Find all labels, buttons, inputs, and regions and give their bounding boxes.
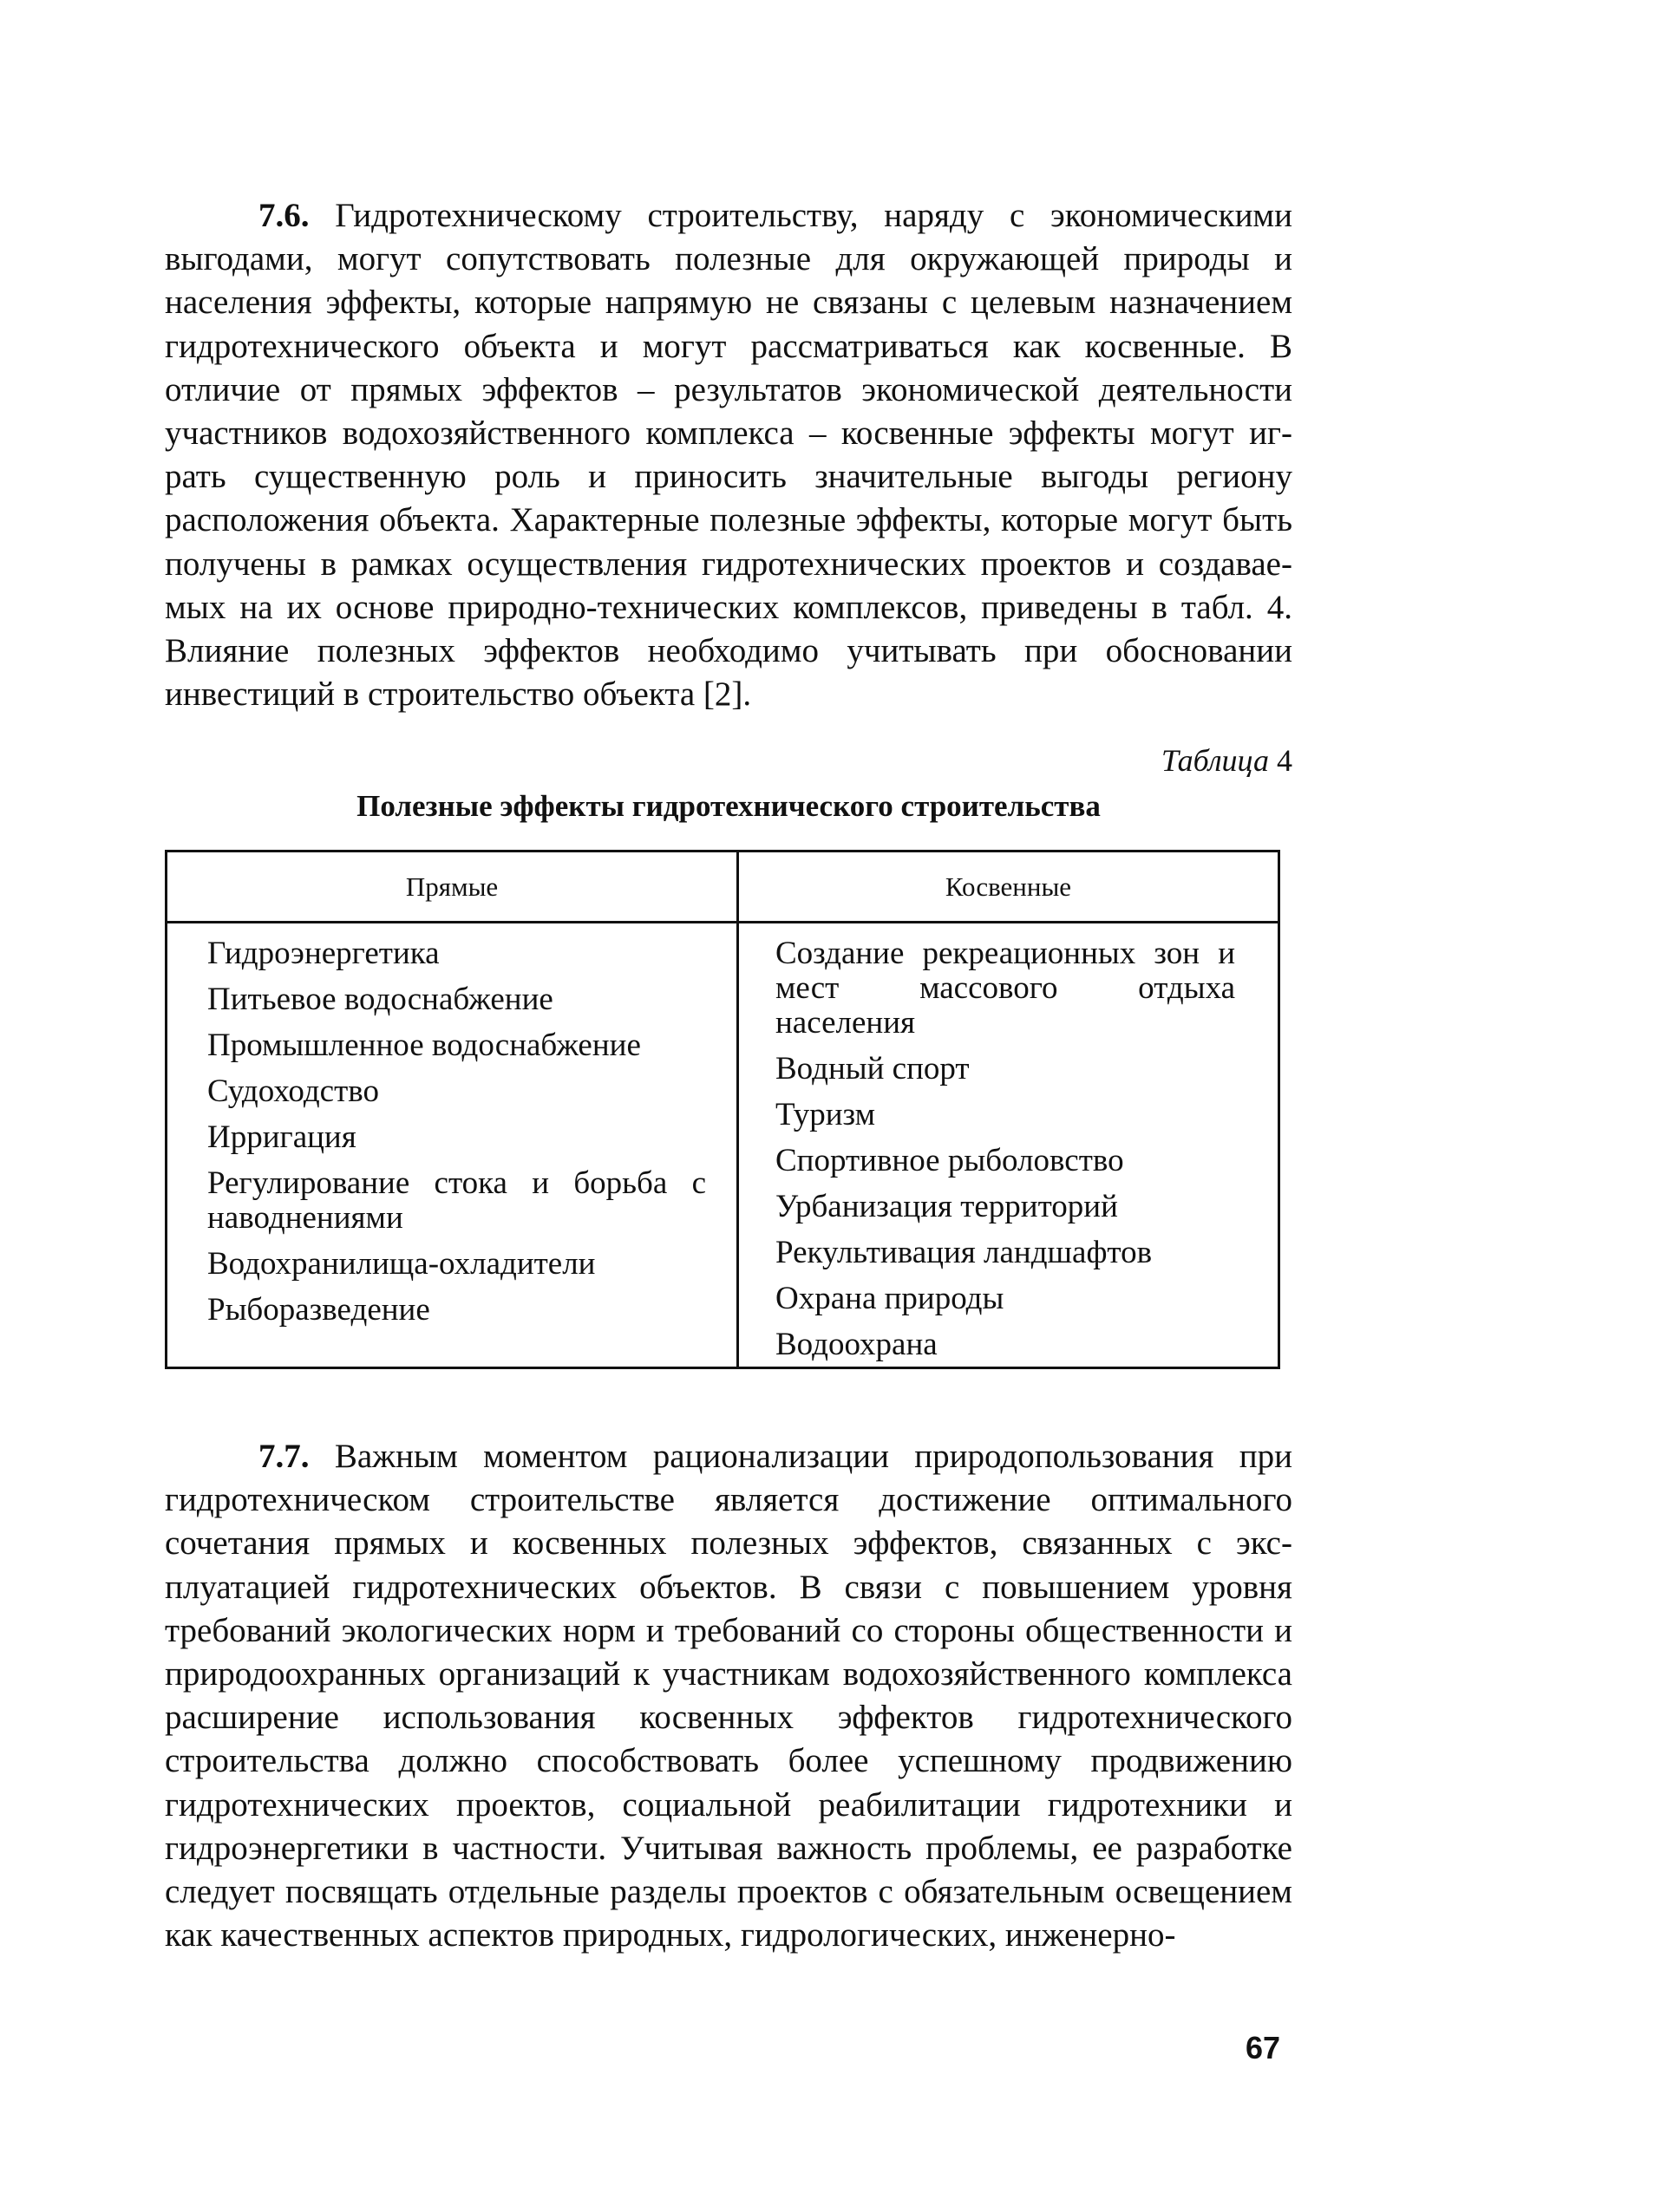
list-item: Урбанизация территорий: [775, 1189, 1118, 1224]
list-item: Охрана природы: [775, 1281, 1004, 1316]
list-item: Регулирование стока и борьба с наводнениями: [207, 1165, 706, 1236]
list-item: Гидроэнергетика: [207, 936, 440, 971]
list-item: Рекультивация ландшафтов: [775, 1235, 1153, 1270]
paragraph-text: Важным моментом рационализации природопользования при гидротехническом строительстве является достижение оптимального сочетания прямых и косвенных полезных эффектов, связанных с эксплуатацией гидротехнических объектов. В связи с повышением уровня требований экологических норм и требований со стороны общественности и природоохранных организаций к участникам водохозяйственного комплекса расширение использования косвенных эффектов гидротехнического строительства должно способствовать более успешному продвижению гидротехнических проектов, социальной реабилитации гидротехники и гидроэнергетики в частности. Учитывая важность проблемы, ее разработке следует посвящать отдельные разделы проектов с обязательным освещением как качественных аспектов природных, гидрологических, инженерно-: [165, 1438, 1292, 1954]
page-number: 67: [1246, 2030, 1281, 2065]
list-item: Питьевое водоснабжение: [207, 982, 553, 1017]
column-header-direct: Прямые: [405, 871, 499, 902]
table-caption-number: 4: [1277, 743, 1292, 778]
list-item: Промышленное водоснабжение: [207, 1028, 641, 1063]
paragraph-7-7: [165, 1435, 1292, 1957]
column-divider: [736, 852, 739, 1367]
paragraph-text: Гидротехническому строительству, наряду с экономическими выгодами, могут сопутствовать полезные для окружающей природы и населения эффекты, которые напрямую не связаны с целевым назначением гидротехнического объекта и могут рассматриваться как косвенные. В отличие от прямых эффектов – результатов экономической деятельности участников водохозяйственного комплекса – косвенные эффекты могут играть существенную роль и приносить значительные выгоды региону расположения объекта. Характерные полезные эффекты, которые могут быть получены в рамках осуществления гидротехнических проектов и создаваемых на их основе природно-технических комплексов, приведены в табл. 4. Влияние полезных эффектов необходимо учитывать при обосновании инвестиций в строительство объекта [2].: [165, 197, 1292, 714]
direct-effects-list: [207, 936, 706, 1339]
column-header-indirect: Косвенные: [945, 871, 1072, 902]
header-rule: [167, 921, 1278, 923]
list-item: Рыборазведение: [207, 1292, 430, 1328]
indirect-effects-list: [775, 936, 1235, 1374]
table-caption: [165, 741, 1292, 780]
paragraph-number: 7.7.: [258, 1438, 310, 1475]
table-caption-word: Таблица: [1161, 743, 1269, 778]
list-item: Водохранилища-охладители: [207, 1246, 596, 1282]
table-title: Полезные эффекты гидротехнического строительства: [356, 789, 1101, 823]
paragraph-number: 7.6.: [258, 197, 310, 234]
list-item: Ирригация: [207, 1119, 356, 1155]
list-item: Водный спорт: [775, 1051, 970, 1086]
list-item: Водоохрана: [775, 1327, 938, 1362]
paragraph-7-6: [165, 194, 1292, 716]
list-item: Спортивное рыболовство: [775, 1143, 1124, 1178]
effects-table: [165, 850, 1280, 1369]
list-item: Судоходство: [207, 1073, 379, 1109]
list-item: Туризм: [775, 1097, 876, 1132]
list-item: Создание рекреационных зон и мест массового отдыха населения: [775, 936, 1235, 1041]
